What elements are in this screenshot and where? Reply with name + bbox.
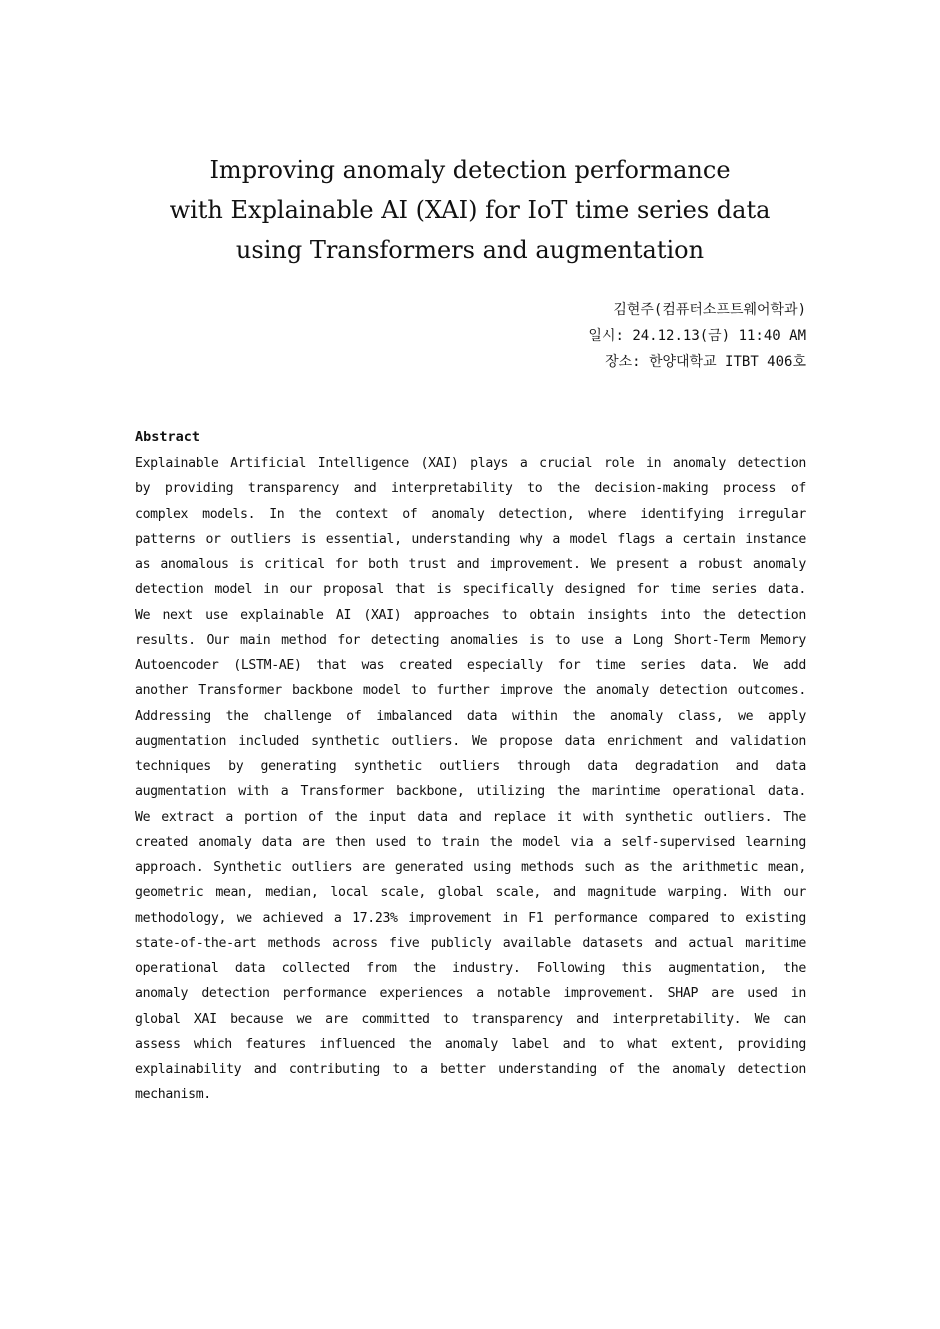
title-line-1: Improving anomaly detection performance [209, 156, 731, 184]
abstract-line: anomaly detection performance experiences a notable improvement. SHAP are used in [135, 986, 806, 1002]
abstract-line: operational data collected from the industry. Following this augmentation, the [135, 961, 806, 976]
abstract-line: Explainable Artificial Intelligence (XAI) plays a crucial role in anomaly detection [135, 456, 806, 471]
author-line: 김현주(컴퓨터소프트웨어학과) [613, 302, 806, 318]
location-line: 장소: 한양대학교 ITBT 406호 [605, 354, 806, 370]
abstract-line: We extract a portion of the input data and replace it with synthetic outliers. The [135, 809, 806, 825]
abstract-line: results. Our main method for detecting anomalies is to use a Long Short-Term Memory [135, 632, 806, 648]
datetime-line: 일시: 24.12.13(금) 11:40 AM [588, 328, 806, 344]
abstract-line: global XAI because we are committed to transparency and interpretability. We can [135, 1011, 806, 1027]
abstract-heading: Abstract [135, 429, 201, 445]
abstract-line: assess which features influenced the anomaly label and to what extent, providing [135, 1036, 806, 1052]
abstract-line: patterns or outliers is essential, understanding why a model flags a certain instance [135, 531, 806, 547]
abstract-line: geometric mean, median, local scale, global scale, and magnitude warping. With our [135, 885, 806, 901]
abstract-line: approach. Synthetic outliers are generated using methods such as the arithmetic mean, [135, 860, 806, 875]
abstract-line: explainability and contributing to a better understanding of the anomaly detection [135, 1062, 806, 1077]
abstract-line: mechanism. [135, 1087, 211, 1103]
abstract-line: augmentation included synthetic outliers. We propose data enrichment and validation [135, 733, 806, 749]
abstract-line: detection model in our proposal that is specifically designed for time series data. [135, 582, 806, 598]
document-meta [480, 297, 806, 375]
document-title [110, 150, 830, 270]
abstract-line: Autoencoder (LSTM-AE) that was created especially for time series data. We add [135, 658, 806, 673]
abstract-line: state-of-the-art methods across five publicly available datasets and actual maritime [135, 935, 806, 951]
abstract-line: Addressing the challenge of imbalanced data within the anomaly class, we apply [135, 708, 806, 724]
title-line-3: using Transformers and augmentation [235, 236, 705, 264]
abstract-line: complex models. In the context of anomaly detection, where identifying irregular [135, 506, 806, 522]
title-line-2: with Explainable AI (XAI) for IoT time series data [169, 196, 771, 224]
abstract-line: by providing transparency and interpretability to the decision-making process of [135, 481, 806, 497]
abstract-line: We next use explainable AI (XAI) approaches to obtain insights into the detection [135, 607, 806, 623]
abstract-line: another Transformer backbone model to further improve the anomaly detection outcomes. [135, 683, 806, 699]
abstract-line: as anomalous is critical for both trust and improvement. We present a robust anomaly [135, 557, 806, 572]
abstract-line: created anomaly data are then used to train the model via a self-supervised learning [135, 834, 806, 850]
abstract-line: methodology, we achieved a 17.23% improvement in F1 performance compared to existing [135, 910, 806, 926]
abstract-line: techniques by generating synthetic outliers through data degradation and data [135, 759, 806, 774]
abstract-line: augmentation with a Transformer backbone, utilizing the marintime operational data. [135, 784, 806, 800]
abstract-body [135, 451, 806, 1108]
